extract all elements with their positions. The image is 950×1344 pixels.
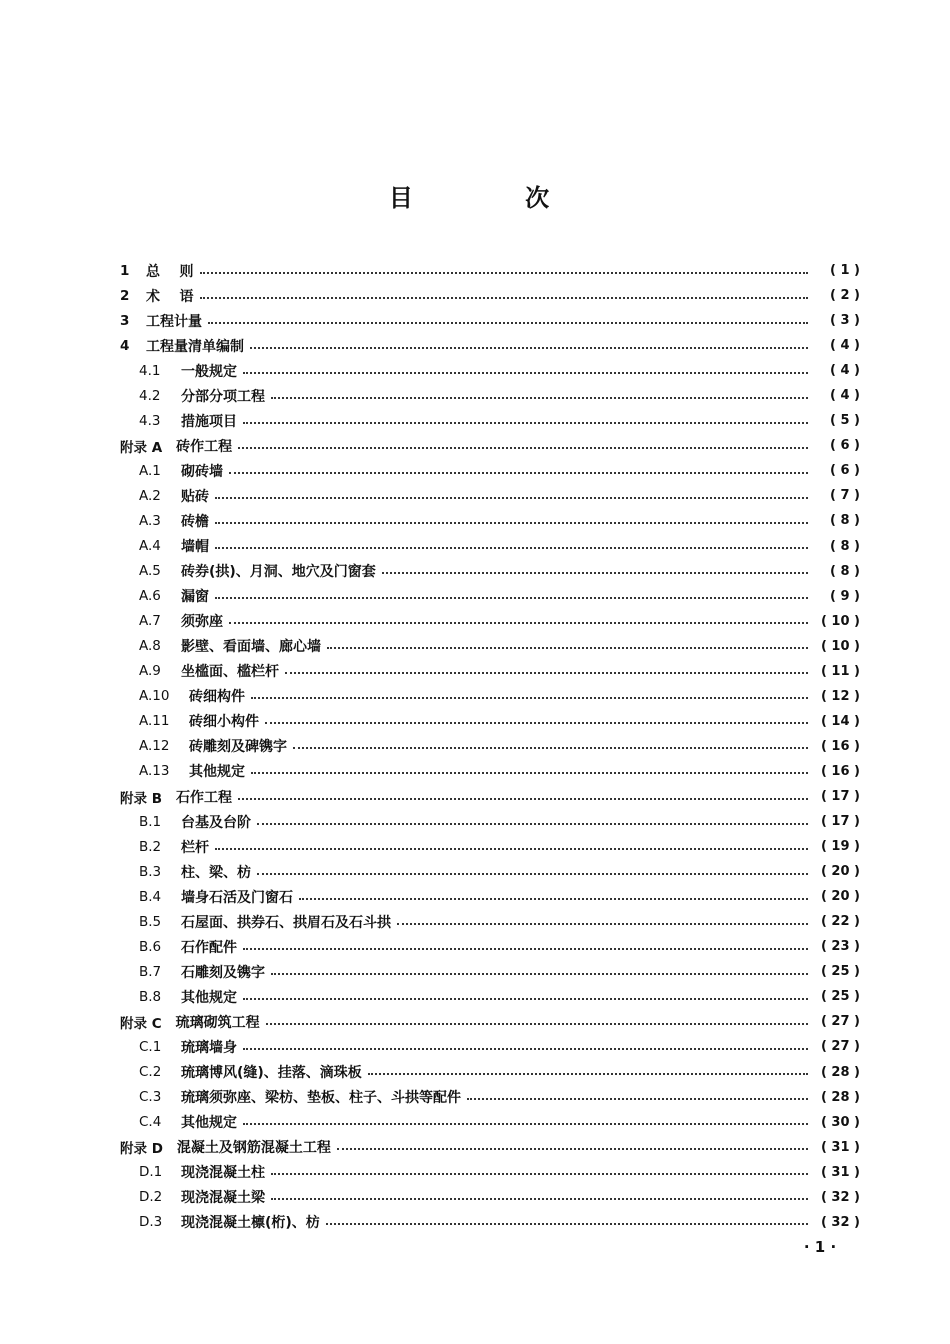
table-of-contents (120, 258, 860, 1235)
toc-entry (120, 1160, 860, 1185)
toc-entry (120, 1034, 860, 1059)
toc-entry-number: 附录 D (120, 1141, 163, 1158)
toc-entry-number: C.3 (139, 1089, 162, 1106)
toc-entry (120, 859, 860, 884)
toc-entry (120, 609, 860, 634)
toc-entry-number: C.1 (139, 1038, 162, 1055)
toc-dot-leader (299, 896, 808, 900)
toc-entry-title: 分部分项工程 (181, 388, 265, 405)
toc-entry-title: 漏窗 (181, 589, 209, 606)
toc-entry-number: A.4 (139, 538, 161, 555)
toc-entry-title: 其他规定 (181, 989, 237, 1006)
toc-entry-number: D.3 (139, 1214, 163, 1231)
toc-entry-page: ( 20 ) (820, 864, 860, 880)
toc-entry-page: ( 6 ) (830, 463, 860, 479)
toc-entry-page: ( 32 ) (820, 1214, 860, 1230)
toc-entry (120, 483, 860, 508)
toc-entry (120, 508, 860, 533)
toc-entry-number: B.3 (139, 863, 162, 880)
toc-entry-number: A.6 (139, 588, 161, 605)
toc-entry-page: ( 25 ) (820, 989, 860, 1005)
toc-dot-leader (243, 996, 808, 1000)
toc-entry (120, 1135, 860, 1160)
toc-dot-leader (467, 1096, 808, 1100)
toc-entry-number: C.4 (139, 1114, 162, 1131)
toc-dot-leader (271, 395, 808, 399)
toc-entry-page: ( 4 ) (830, 388, 860, 404)
toc-entry-number: A.3 (139, 512, 161, 529)
toc-dot-leader (200, 270, 809, 274)
toc-entry-title: 术 语 (146, 288, 194, 305)
toc-entry-page: ( 11 ) (820, 663, 860, 679)
toc-entry-number: A.1 (139, 462, 161, 479)
toc-entry-number: 1 (120, 262, 130, 279)
toc-entry-page: ( 10 ) (820, 638, 860, 654)
toc-entry-title: 工程计量 (146, 313, 202, 330)
toc-entry-number: 4.1 (139, 362, 161, 379)
toc-entry-page: ( 16 ) (820, 763, 860, 779)
toc-entry (120, 1210, 860, 1235)
toc-entry-title: 砖细小构件 (189, 714, 259, 731)
toc-entry (120, 559, 860, 584)
toc-entry-page: ( 31 ) (820, 1164, 860, 1180)
toc-entry (120, 1085, 860, 1110)
toc-entry (120, 809, 860, 834)
toc-entry-title: 砖细构件 (189, 689, 245, 706)
toc-entry-number: C.2 (139, 1064, 162, 1081)
toc-dot-leader (271, 1171, 808, 1175)
toc-entry-page: ( 12 ) (820, 688, 860, 704)
toc-dot-leader (238, 796, 808, 800)
toc-dot-leader (257, 871, 808, 875)
page-number: · 1 · (803, 1238, 837, 1256)
toc-entry-number: B.2 (139, 838, 162, 855)
toc-dot-leader (265, 720, 808, 724)
toc-entry (120, 759, 860, 784)
toc-entry-page: ( 27 ) (820, 1014, 860, 1030)
toc-dot-leader (243, 370, 808, 374)
toc-entry (120, 634, 860, 659)
toc-entry-number: D.2 (139, 1189, 163, 1206)
toc-entry-number: A.8 (139, 638, 161, 655)
toc-entry (120, 333, 860, 358)
toc-entry-number: D.1 (139, 1164, 163, 1181)
toc-entry (120, 959, 860, 984)
toc-entry-number: 4.2 (139, 387, 161, 404)
toc-dot-leader (285, 670, 808, 674)
toc-entry-page: ( 31 ) (820, 1139, 860, 1155)
toc-entry-title: 措施项目 (181, 413, 237, 430)
toc-dot-leader (368, 1071, 808, 1075)
toc-entry (120, 1185, 860, 1210)
toc-entry (120, 834, 860, 859)
toc-entry-page: ( 28 ) (820, 1064, 860, 1080)
toc-entry-number: 4 (120, 337, 130, 354)
toc-entry-page: ( 17 ) (820, 789, 860, 804)
toc-entry-page: ( 8 ) (830, 513, 860, 529)
toc-entry-title: 石屋面、拱券石、拱眉石及石斗拱 (181, 914, 391, 931)
toc-dot-leader (229, 620, 808, 624)
toc-entry-title: 砌砖墙 (181, 463, 223, 480)
toc-entry (120, 1009, 860, 1034)
toc-dot-leader (326, 1221, 808, 1225)
toc-entry (120, 433, 860, 458)
toc-entry-number: A.10 (139, 688, 170, 705)
toc-entry-title: 现浇混凝土檩(桁)、枋 (181, 1215, 320, 1232)
toc-entry (120, 934, 860, 959)
toc-entry (120, 784, 860, 809)
toc-dot-leader (293, 745, 808, 749)
toc-entry-page: ( 3 ) (830, 313, 860, 329)
toc-entry-title: 总 则 (146, 263, 194, 280)
toc-entry (120, 984, 860, 1009)
toc-entry (120, 308, 860, 333)
toc-entry (120, 709, 860, 734)
toc-dot-leader (266, 1021, 808, 1025)
toc-entry (120, 383, 860, 408)
toc-dot-leader (238, 445, 808, 449)
toc-entry-page: ( 8 ) (830, 563, 860, 579)
toc-entry-title: 台基及台阶 (181, 814, 251, 831)
toc-entry (120, 408, 860, 433)
toc-entry-page: ( 8 ) (830, 538, 860, 554)
toc-entry-title: 砖作工程 (176, 438, 233, 455)
toc-dot-leader (250, 345, 808, 349)
toc-entry (120, 909, 860, 934)
toc-entry-number: 附录 B (120, 790, 162, 807)
toc-entry-title: 琉璃须弥座、梁枋、垫板、柱子、斗拱等配件 (181, 1090, 461, 1107)
toc-entry-number: A.7 (139, 613, 161, 630)
toc-entry-title: 现浇混凝土柱 (181, 1165, 265, 1182)
toc-entry-title: 栏杆 (181, 839, 209, 856)
toc-entry-title: 影壁、看面墙、廊心墙 (181, 639, 321, 656)
toc-entry-title: 琉璃墙身 (181, 1039, 237, 1056)
toc-dot-leader (215, 495, 808, 499)
toc-entry-number: 附录 C (120, 1015, 162, 1032)
toc-entry-title: 坐槛面、槛栏杆 (181, 664, 279, 681)
toc-dot-leader (215, 846, 808, 850)
toc-entry-title: 混凝土及钢筋混凝土工程 (176, 1140, 331, 1157)
toc-entry-page: ( 28 ) (820, 1089, 860, 1105)
toc-entry (120, 458, 860, 483)
toc-entry (120, 659, 860, 684)
toc-entry (120, 534, 860, 559)
toc-entry-page: ( 27 ) (820, 1039, 860, 1055)
toc-entry-page: ( 20 ) (820, 889, 860, 905)
toc-entry-title: 其他规定 (189, 764, 245, 781)
toc-dot-leader (382, 570, 808, 574)
toc-entry (120, 258, 860, 283)
toc-entry-page: ( 5 ) (830, 413, 860, 429)
toc-entry-page: ( 4 ) (830, 338, 860, 354)
toc-entry (120, 283, 860, 308)
toc-dot-leader (243, 1121, 808, 1125)
toc-entry-number: 3 (120, 312, 130, 329)
toc-entry-page: ( 9 ) (830, 588, 860, 604)
toc-entry-number: A.11 (139, 713, 170, 730)
toc-entry-page: ( 2 ) (830, 288, 860, 304)
toc-entry-title: 砖檐 (181, 513, 209, 530)
toc-entry-number: A.12 (139, 738, 170, 755)
toc-entry-page: ( 17 ) (820, 814, 860, 830)
toc-entry-title: 墙身石活及门窗石 (181, 889, 293, 906)
toc-entry (120, 884, 860, 909)
toc-entry-page: ( 30 ) (820, 1114, 860, 1130)
toc-entry-page: ( 32 ) (820, 1189, 860, 1205)
toc-entry-title: 石雕刻及镌字 (181, 964, 265, 981)
toc-dot-leader (337, 1146, 808, 1150)
toc-entry-title: 墙帽 (181, 539, 209, 556)
toc-entry-title: 工程量清单编制 (146, 338, 244, 355)
toc-dot-leader (229, 470, 808, 474)
toc-entry-title: 贴砖 (181, 488, 209, 505)
toc-entry-title: 柱、梁、枋 (181, 864, 251, 881)
toc-entry-page: ( 1 ) (830, 263, 860, 279)
toc-entry (120, 734, 860, 759)
toc-dot-leader (271, 1196, 808, 1200)
toc-dot-leader (243, 1046, 808, 1050)
toc-entry (120, 584, 860, 609)
toc-entry-number: B.8 (139, 988, 162, 1005)
toc-entry-title: 石作配件 (181, 939, 237, 956)
toc-entry-page: ( 23 ) (820, 939, 860, 955)
toc-dot-leader (397, 921, 808, 925)
toc-entry-number: B.1 (139, 813, 162, 830)
toc-entry-number: A.13 (139, 763, 170, 780)
toc-entry-number: 附录 A (120, 439, 163, 456)
toc-entry-title: 琉璃砌筑工程 (175, 1014, 260, 1031)
toc-dot-leader (243, 420, 808, 424)
toc-entry-title: 一般规定 (181, 363, 237, 380)
page-title: 目 次 (388, 184, 602, 212)
toc-entry-title: 砖雕刻及碑镌字 (189, 739, 287, 756)
toc-dot-leader (208, 320, 808, 324)
toc-dot-leader (327, 645, 808, 649)
toc-entry-title: 琉璃博风(缝)、挂落、滴珠板 (181, 1065, 362, 1082)
toc-entry-page: ( 16 ) (820, 738, 860, 754)
toc-dot-leader (200, 295, 809, 299)
toc-entry (120, 684, 860, 709)
toc-entry-title: 其他规定 (181, 1115, 237, 1132)
toc-entry-page: ( 10 ) (820, 613, 860, 629)
toc-entry-number: 2 (120, 287, 130, 304)
toc-entry-title: 须弥座 (181, 614, 223, 631)
toc-dot-leader (243, 946, 808, 950)
toc-entry-number: B.7 (139, 963, 162, 980)
toc-entry-number: B.6 (139, 938, 162, 955)
toc-entry-number: A.9 (139, 663, 161, 680)
toc-entry-title: 现浇混凝土梁 (181, 1190, 265, 1207)
toc-entry-page: ( 25 ) (820, 964, 860, 980)
toc-entry-number: 4.3 (139, 412, 161, 429)
toc-dot-leader (251, 770, 808, 774)
toc-entry (120, 1110, 860, 1135)
toc-entry-page: ( 19 ) (820, 839, 860, 855)
toc-entry (120, 1060, 860, 1085)
toc-dot-leader (215, 595, 808, 599)
toc-entry (120, 358, 860, 383)
toc-dot-leader (257, 821, 808, 825)
toc-entry-page: ( 22 ) (820, 914, 860, 930)
toc-entry-page: ( 4 ) (830, 363, 860, 379)
toc-entry-number: B.4 (139, 888, 162, 905)
toc-dot-leader (215, 520, 808, 524)
toc-entry-number: B.5 (139, 913, 162, 930)
toc-entry-title: 砖券(拱)、月洞、地穴及门窗套 (181, 564, 376, 581)
toc-entry-number: A.5 (139, 563, 161, 580)
toc-entry-page: ( 14 ) (820, 713, 860, 729)
toc-dot-leader (271, 971, 808, 975)
toc-entry-number: A.2 (139, 487, 161, 504)
toc-entry-title: 石作工程 (176, 789, 232, 806)
toc-entry-page: ( 7 ) (830, 488, 860, 504)
toc-entry-page: ( 6 ) (830, 438, 860, 454)
toc-dot-leader (215, 545, 808, 549)
toc-dot-leader (251, 695, 808, 699)
